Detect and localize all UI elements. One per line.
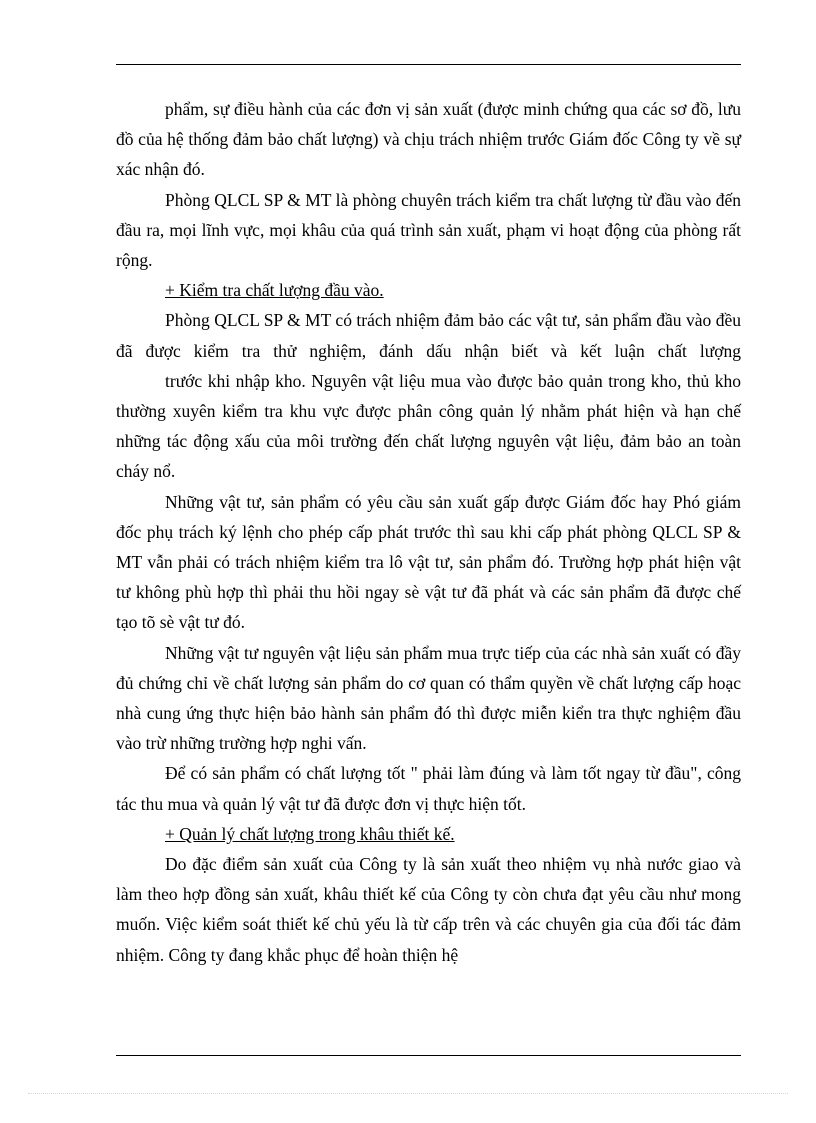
paragraph: Những vật tư nguyên vật liệu sản phẩm mua trực tiếp của các nhà sản xuất có đầy đủ chứng chỉ về chất lượng sản phẩm do cơ quan có thẩm quyền về chất lượng cấp hoạc nhà cung ứng thực hiện bảo hành sản phẩm đó thì được miễn kiển tra thực nghiệm đầu vào trừ những trường hợp nghi vấn. [116, 642, 741, 754]
section-heading [116, 275, 741, 305]
section-heading [116, 819, 741, 849]
paragraph: Để có sản phẩm có chất lượng tốt " phải làm đúng và làm tốt ngay từ đầu", công tác thu mua và quản lý vật tư đã được đơn vị thực hiện tốt. [116, 763, 741, 814]
paragraph: Phòng QLCL SP & MT là phòng chuyên trách kiểm tra chất lượng từ đầu vào đến đầu ra, mọi lĩnh vực, mọi khâu của quá trình sản xuất, phạm vi hoạt động của phòng rất rộng. [116, 189, 741, 271]
paragraph: Phòng QLCL SP & MT có trách nhiệm đảm bảo các vật tư, sản phẩm đầu vào đều đã được kiểm tra thử nghiệm, đánh dấu nhận biết và kết luận chất lượng [116, 310, 741, 361]
page-body [116, 94, 741, 970]
paragraph: Những vật tư, sản phẩm có yêu cầu sản xuất gấp được Giám đốc hay Phó giám đốc phụ trách ký lệnh cho phép cấp phát trước thì sau khi cấp phát phòng QLCL SP & MT vẫn phải có trách nhiệm kiểm tra lô vật tư, sản phẩm đó. Trường hợp phát hiện vật tư không phù hợp thì phải thu hồi ngay sè vật tư đã phát và các sản phẩm đã được chế tạo tõ sè vật tư đó. [116, 491, 741, 633]
section-heading-text: + Quản lý chất lượng trong khâu thiết kế. [165, 823, 455, 844]
paragraph-continuation: phẩm, sự điều hành của các đơn vị sản xuất (được minh chứng qua các sơ đồ, lưu đồ của hệ thống đảm bảo chất lượng) và chịu trách nhiệm trước Giám đốc Công ty về sự xác nhận đó. [116, 99, 741, 180]
section-heading-text: + Kiểm tra chất lượng đầu vào. [165, 280, 384, 301]
footer-rule [116, 1055, 741, 1056]
paragraph: trước khi nhập kho. Nguyên vật liệu mua vào được bảo quản trong kho, thủ kho thường xuyên kiểm tra khu vực được phân công quản lý nhằm phát hiện và hạn chế những tác động xấu của môi trường đến chất lượng nguyên vật liệu, đảm bảo an toàn cháy nổ. [116, 370, 741, 482]
header-rule [116, 64, 741, 65]
paragraph: Do đặc điểm sản xuất của Công ty là sản xuất theo nhiệm vụ nhà nước giao và làm theo hợp đồng sản xuất, khâu thiết kế của Công ty còn chưa đạt yêu cầu như mong muốn. Việc kiểm soát thiết kế chủ yếu là từ cấp trên và các chuyên gia của đối tác đảm nhiệm. Công ty đang khắc phục để hoàn thiện hệ [116, 854, 741, 965]
page-edge-dots [28, 1093, 788, 1094]
